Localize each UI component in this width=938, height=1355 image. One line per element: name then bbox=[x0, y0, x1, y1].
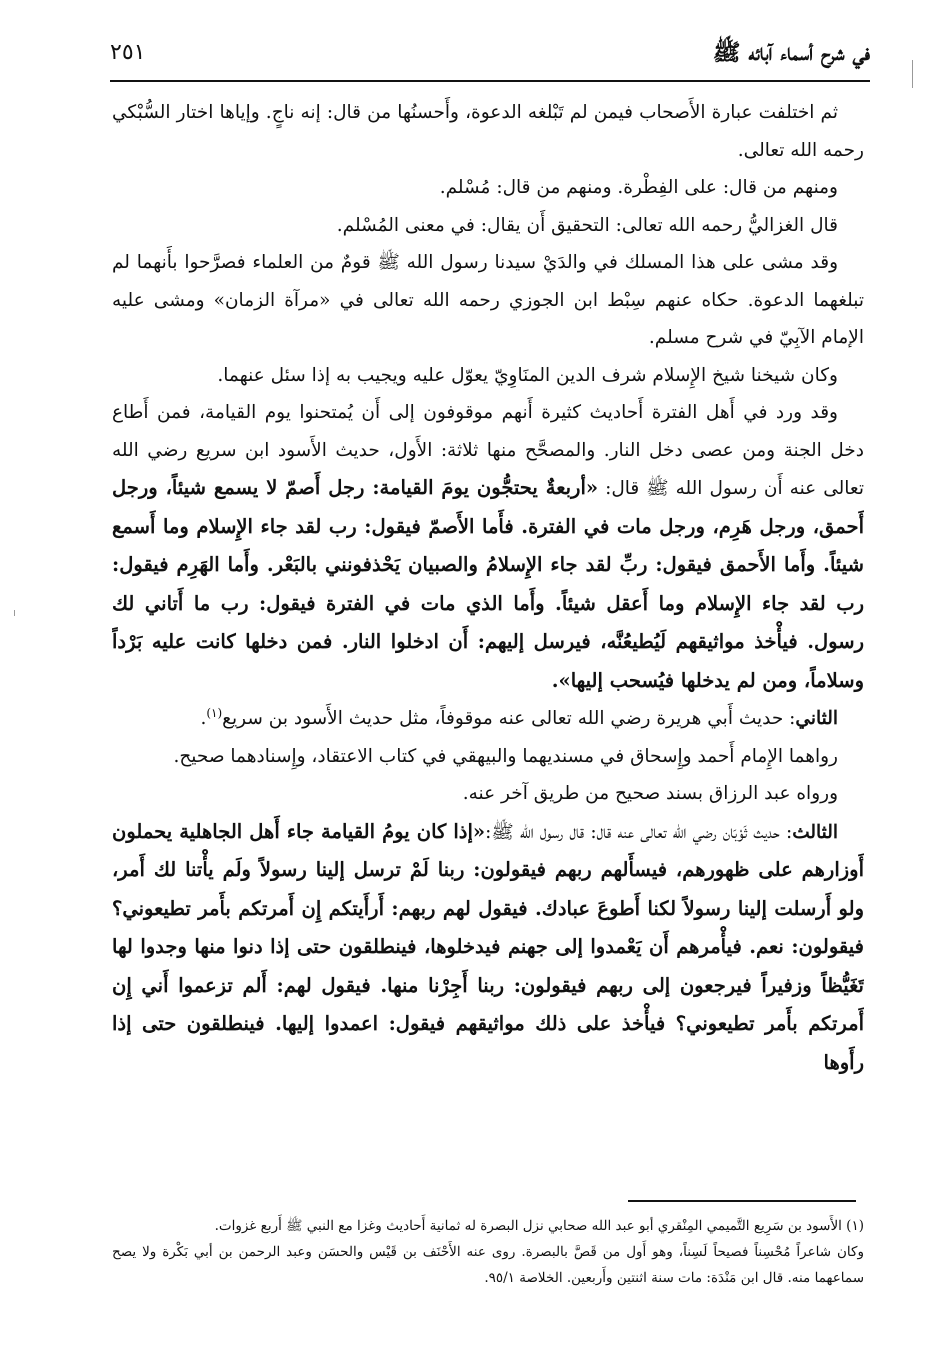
paragraph: ورواه عبد الرزاق بسند صحيح من طريق آخر عنه. bbox=[462, 783, 838, 804]
page-number: ٢٥١ bbox=[110, 40, 146, 65]
paragraph bbox=[112, 394, 864, 700]
paragraph bbox=[112, 813, 864, 1083]
running-title: في شرح أسماء آبائه ﷺ bbox=[712, 39, 870, 66]
paragraph: وقد مشى على هذا المسلك في والدَيْ سيدنا رسول الله ﷺ قومٌ من العلماء فصرَّحوا بأَنهما لم تبلغهما الدعوة. حكاه عنهم سِبْط ابن الجوزي رحمه الله تعالى في «مرآة الزمان» ومشى عليه الإمام الآبِيّ في شرح مسلم. bbox=[112, 252, 864, 348]
footnote-ref[interactable]: (١) bbox=[206, 705, 223, 720]
footnote-line: وكان شاعراً مُحْسِناً فصيحاً لَسِناً، وهو أَول من قَصَّ بالبصرة. روى عنه الأَحْنَف بن قَيْس والحسَن وعبد الرحمن بن أبي بَكْرة ولا يصح سماعهما منه. قال ابن مَنْدَة: مات سنة اثنتين وأَربعين. الخلاصة ٩٥/١. bbox=[112, 1244, 864, 1286]
footnote bbox=[112, 1213, 864, 1313]
paragraph bbox=[112, 700, 864, 738]
scan-mark bbox=[14, 610, 15, 616]
page-header bbox=[110, 30, 870, 76]
paragraph: وكان شيخنا شيخ الإِسلام شرف الدين المنَاوِيّ يعوّل عليه ويجيب به إذا سئل عنهما. bbox=[217, 364, 838, 386]
hadith-text: «أربعةٌ يحتجُّون يومَ القيامة: رجل أَصمّ لا يسمع شيئاً، ورجل أَحمق، ورجل هَرِم، ورجل مات في الفترة. فأَما الأَصمّ فيقول: رب لقد جاء الإِسلام وما أَسمع شيئاً. وأَما الأَحمق فيقول: ربِّ لقد جاء الإِسلامُ والصبيان يَحْذفونني بالبَعْر. وأَما الهَرِم فيقول: رب لقد جاء الإِسلام وما أَعقل شيئاً. وأَما الذي مات في الفترة فيقول: رب ما أَتاني لك رسول. فيأْخذ مواثيقهم لَيُطيعُنَّه، فيرسل إليهم: أَن ادخلوا النار. فمن دخلها كانت عليه بَرْداً وسلاماً، ومن لم يدخلها فيُسحب إليها». bbox=[112, 476, 864, 692]
footnote-line: (١) الأَسود بن سَرِيع التَّميمي المِنْقري أبو عبد الله صحابي نزل البصرة له ثمانية أَحاديث وغزا مع النبي ﷺ أَربع غزوات. bbox=[214, 1218, 864, 1234]
paragraph: قال الغزاليُّ رحمه الله تعالى: التحقيق أَن يقال: في معنى المُسْلم. bbox=[336, 214, 838, 236]
section-label: الثاني bbox=[795, 708, 838, 729]
paragraph: ومنهم من قال: على الفِطْرة. ومنهم من قال: مُسْلم. bbox=[439, 177, 838, 198]
paragraph-text: : حديث أَبي هريرة رضي الله تعالى عنه موقوفاً، مثل حديث الأَسود بن سريع bbox=[222, 708, 796, 729]
scan-mark bbox=[912, 60, 913, 88]
section-label: الثالث bbox=[792, 821, 838, 843]
main-text bbox=[112, 94, 864, 1179]
hadith-text: «إذا كان يومُ القيامة جاء أَهل الجاهلية يحملون أَوزارهم على ظهورهم، فيسأَلهم ربهم فيقولون: ربنا لَمْ ترسل إلينا رسولاً ولَم يأْتنا لك أَمر، ولو أَرسلت إلينا رسولاً لكنا أَطوعَ عبادك. فيقول لهم ربهم: أَرأَيتكم إِن أَمرتكم بأَمر تطيعوني؟ فيقولون: نعم. فيأْمرهم أَن يَعْمدوا إلى جهنم فيدخلوها، فينطلقون حتى إذا دنوا منها وجدوا لها تَغَيُّظاً وزفيراً فيرجعون إلى ربهم فيقولون: ربنا أَجِرْنا منها. فيقول لهم: أَلم تزعموا أَني إِن أَمرتكم بأَمر تطيعوني؟ فيأْخذ على ذلك مواثيقهم فيقول: اعمدوا إليها. فينطلقون حتى إذا رأَوها bbox=[112, 819, 864, 1074]
paragraph-end: . bbox=[200, 708, 207, 729]
footnote-divider bbox=[628, 1200, 856, 1202]
paragraph-intro: وقد ورد في أَهل الفترة أَحاديث كثيرة أَنهم موقوفون إلى أَن يُمتحنوا يوم القيامة، فمن أَطاع دخل الجنة ومن عصى دخل النار. والمصحَّح منها ثلاثة: الأَول، حديث الأَسود ابن سريع رضي الله تعالى عنه أَن رسول الله ﷺ قال: bbox=[112, 402, 864, 499]
paragraph: رواهما الإِمام أَحمد وإِسحاق في مسنديهما والبيهقي في كتاب الاعتقاد، وإِسنادهما صحيح. bbox=[173, 745, 838, 767]
header-divider bbox=[110, 80, 870, 82]
paragraph: ثم اختلفت عبارة الأَصحاب فيمن لم تَبْلغه الدعوة، وأَحسنُها من قال: إنه ناجٍ. وإياها اختار السُّبْكي رحمه الله تعالى. bbox=[112, 102, 864, 161]
paragraph-intro: : حديث ثَوْبَان رضي الله تعالى عنه قال: قال رسول الله ﷺ: bbox=[485, 821, 793, 843]
